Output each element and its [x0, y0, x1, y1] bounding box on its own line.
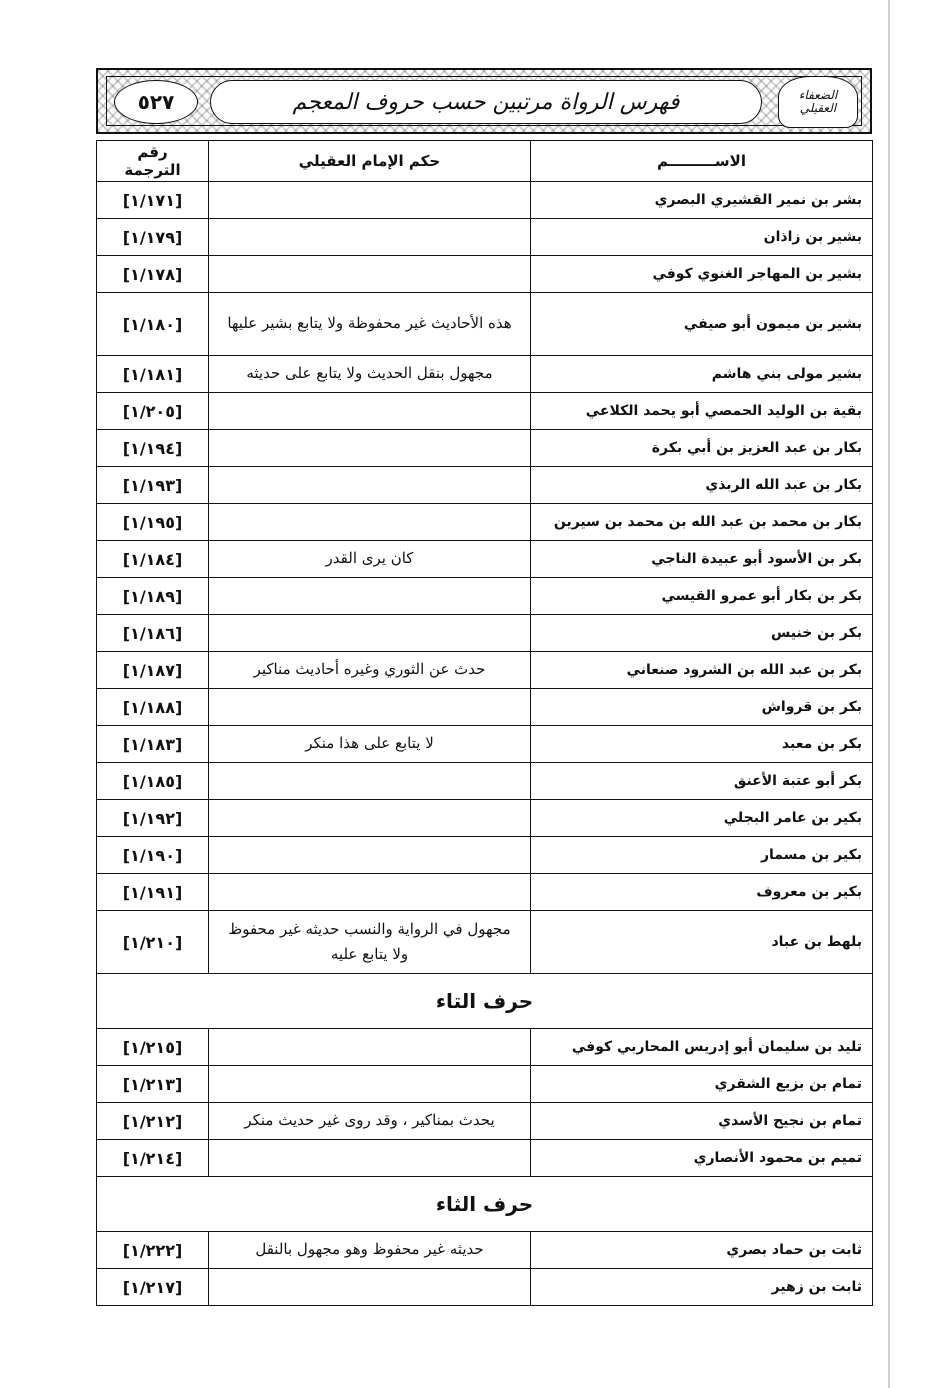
narrators-index-table: [96, 140, 873, 1306]
section-row: [97, 974, 873, 1029]
entry-name: تليد بن سليمان أبو إدريس المحاربي كوفي: [531, 1029, 873, 1066]
column-header-reference: رقم الترجمة: [97, 141, 209, 182]
entry-reference: [١/١٩١]: [97, 874, 209, 911]
table-row: [97, 293, 873, 356]
entry-reference: [١/١٨٧]: [97, 652, 209, 689]
title-cartouche: [210, 80, 762, 124]
entry-name: بكار بن عبد العزيز بن أبي بكرة: [531, 430, 873, 467]
table-row: [97, 689, 873, 726]
page-number: ٥٢٧: [137, 90, 175, 114]
table-row: [97, 726, 873, 763]
entry-reference: [١/١٨٥]: [97, 763, 209, 800]
page-title: فهرس الرواة مرتبين حسب حروف المعجم: [292, 89, 680, 115]
entry-ruling: [209, 393, 531, 430]
entry-ruling: مجهول بنقل الحديث ولا يتابع على حديثه: [209, 356, 531, 393]
section-heading-tha: حرف الثاء: [97, 1177, 873, 1232]
entry-reference: [١/٢١٤]: [97, 1140, 209, 1177]
section-heading-ta: حرف التاء: [97, 974, 873, 1029]
page-number-medallion: [114, 80, 198, 124]
book-logo-text: الضعفاء العقيلي: [798, 87, 838, 115]
entry-ruling: لا يتابع على هذا منكر: [209, 726, 531, 763]
entry-ruling: [209, 219, 531, 256]
table-row: [97, 430, 873, 467]
entry-ruling: هذه الأحاديث غير محفوظة ولا يتابع بشير عليها: [209, 293, 531, 356]
entry-name: بكر بن عبد الله بن الشرود صنعاني: [531, 652, 873, 689]
page-header-ornament: [96, 68, 872, 134]
table-row: [97, 1269, 873, 1306]
entry-reference: [١/١٩٢]: [97, 800, 209, 837]
entry-ruling: [209, 1269, 531, 1306]
entry-reference: [١/١٩٠]: [97, 837, 209, 874]
table-row: [97, 837, 873, 874]
entry-reference: [١/١٨٤]: [97, 541, 209, 578]
entry-reference: [١/١٨٦]: [97, 615, 209, 652]
entry-name: بكر بن معبد: [531, 726, 873, 763]
entry-reference: [١/١٩٤]: [97, 430, 209, 467]
entry-name: بكر بن بكار أبو عمرو القيسي: [531, 578, 873, 615]
table-row: [97, 1103, 873, 1140]
table-row: [97, 1140, 873, 1177]
entry-name: بشير بن ميمون أبو صيفي: [531, 293, 873, 356]
table-row: [97, 911, 873, 974]
entry-name: بكير بن معروف: [531, 874, 873, 911]
entry-name: بكار بن محمد بن عبد الله بن محمد بن سيرين: [531, 504, 873, 541]
entry-reference: [١/٢٠٥]: [97, 393, 209, 430]
entry-name: بكر أبو عتبة الأعنق: [531, 763, 873, 800]
entry-ruling: كان يرى القدر: [209, 541, 531, 578]
entry-ruling: [209, 504, 531, 541]
entry-reference: [١/٢١٥]: [97, 1029, 209, 1066]
page: [96, 68, 872, 1306]
entry-name: بكر بن الأسود أبو عبيدة الناجي: [531, 541, 873, 578]
entry-name: بكر بن قرواش: [531, 689, 873, 726]
entry-reference: [١/٢١٢]: [97, 1103, 209, 1140]
entry-name: بكار بن عبد الله الربذي: [531, 467, 873, 504]
entry-name: ثابت بن زهير: [531, 1269, 873, 1306]
entry-ruling: مجهول في الرواية والنسب حديثه غير محفوظ ولا يتابع عليه: [209, 911, 531, 974]
entry-ruling: يحدث بمناكير ، وقد روى غير حديث منكر: [209, 1103, 531, 1140]
entry-name: بكر بن خنيس: [531, 615, 873, 652]
entry-reference: [١/٢١٠]: [97, 911, 209, 974]
entry-ruling: [209, 763, 531, 800]
table-row: [97, 874, 873, 911]
entry-ruling: [209, 1029, 531, 1066]
table-row: [97, 1066, 873, 1103]
entry-reference: [١/١٩٣]: [97, 467, 209, 504]
entry-ruling: [209, 578, 531, 615]
table-row: [97, 1029, 873, 1066]
entry-name: بشير بن زاذان: [531, 219, 873, 256]
entry-name: تمام بن نجيح الأسدي: [531, 1103, 873, 1140]
entry-reference: [١/١٨٩]: [97, 578, 209, 615]
table-row: [97, 578, 873, 615]
entry-ruling: [209, 1140, 531, 1177]
table-row: [97, 182, 873, 219]
entry-ruling: [209, 430, 531, 467]
entry-ruling: [209, 256, 531, 293]
table-row: [97, 1232, 873, 1269]
entry-name: بشير مولى بني هاشم: [531, 356, 873, 393]
entry-name: تمام بن بزيع الشقري: [531, 1066, 873, 1103]
entry-name: بشير بن المهاجر الغنوي كوفي: [531, 256, 873, 293]
table-row: [97, 800, 873, 837]
book-logo-emblem: [778, 76, 858, 128]
table-row: [97, 541, 873, 578]
table-row: [97, 256, 873, 293]
entry-ruling: [209, 689, 531, 726]
entry-reference: [١/١٧٨]: [97, 256, 209, 293]
table-row: [97, 652, 873, 689]
entry-reference: [١/١٨١]: [97, 356, 209, 393]
column-header-ruling: حكم الإمام العقيلي: [209, 141, 531, 182]
table-row: [97, 219, 873, 256]
entry-name: ثابت بن حماد بصري: [531, 1232, 873, 1269]
entry-ruling: [209, 837, 531, 874]
entry-ruling: [209, 182, 531, 219]
entry-ruling: [209, 615, 531, 652]
table-row: [97, 763, 873, 800]
entry-reference: [١/١٧٩]: [97, 219, 209, 256]
page-edge-line: [888, 0, 890, 1388]
entry-name: بكير بن مسمار: [531, 837, 873, 874]
entry-reference: [١/١٨٣]: [97, 726, 209, 763]
entry-ruling: [209, 874, 531, 911]
table-row: [97, 393, 873, 430]
table-row: [97, 615, 873, 652]
table-body: [97, 182, 873, 1306]
column-header-name: الاســـــــــم: [531, 141, 873, 182]
entry-reference: [١/١٧١]: [97, 182, 209, 219]
table-row: [97, 467, 873, 504]
entry-name: بقية بن الوليد الحمصي أبو يحمد الكلاعي: [531, 393, 873, 430]
entry-name: تميم بن محمود الأنصاري: [531, 1140, 873, 1177]
entry-ruling: حديثه غير محفوظ وهو مجهول بالنقل: [209, 1232, 531, 1269]
table-header-row: [97, 141, 873, 182]
entry-reference: [١/١٨٠]: [97, 293, 209, 356]
entry-name: بلهط بن عباد: [531, 911, 873, 974]
entry-reference: [١/٢١٧]: [97, 1269, 209, 1306]
entry-ruling: [209, 1066, 531, 1103]
entry-ruling: حدث عن الثوري وغيره أحاديث مناكير: [209, 652, 531, 689]
section-row: [97, 1177, 873, 1232]
entry-name: بكير بن عامر البجلي: [531, 800, 873, 837]
entry-ruling: [209, 467, 531, 504]
entry-ruling: [209, 800, 531, 837]
entry-name: بشر بن نمير القشيري البصري: [531, 182, 873, 219]
entry-reference: [١/٢٢٢]: [97, 1232, 209, 1269]
entry-reference: [١/١٨٨]: [97, 689, 209, 726]
entry-reference: [١/١٩٥]: [97, 504, 209, 541]
table-row: [97, 504, 873, 541]
entry-reference: [١/٢١٣]: [97, 1066, 209, 1103]
table-row: [97, 356, 873, 393]
